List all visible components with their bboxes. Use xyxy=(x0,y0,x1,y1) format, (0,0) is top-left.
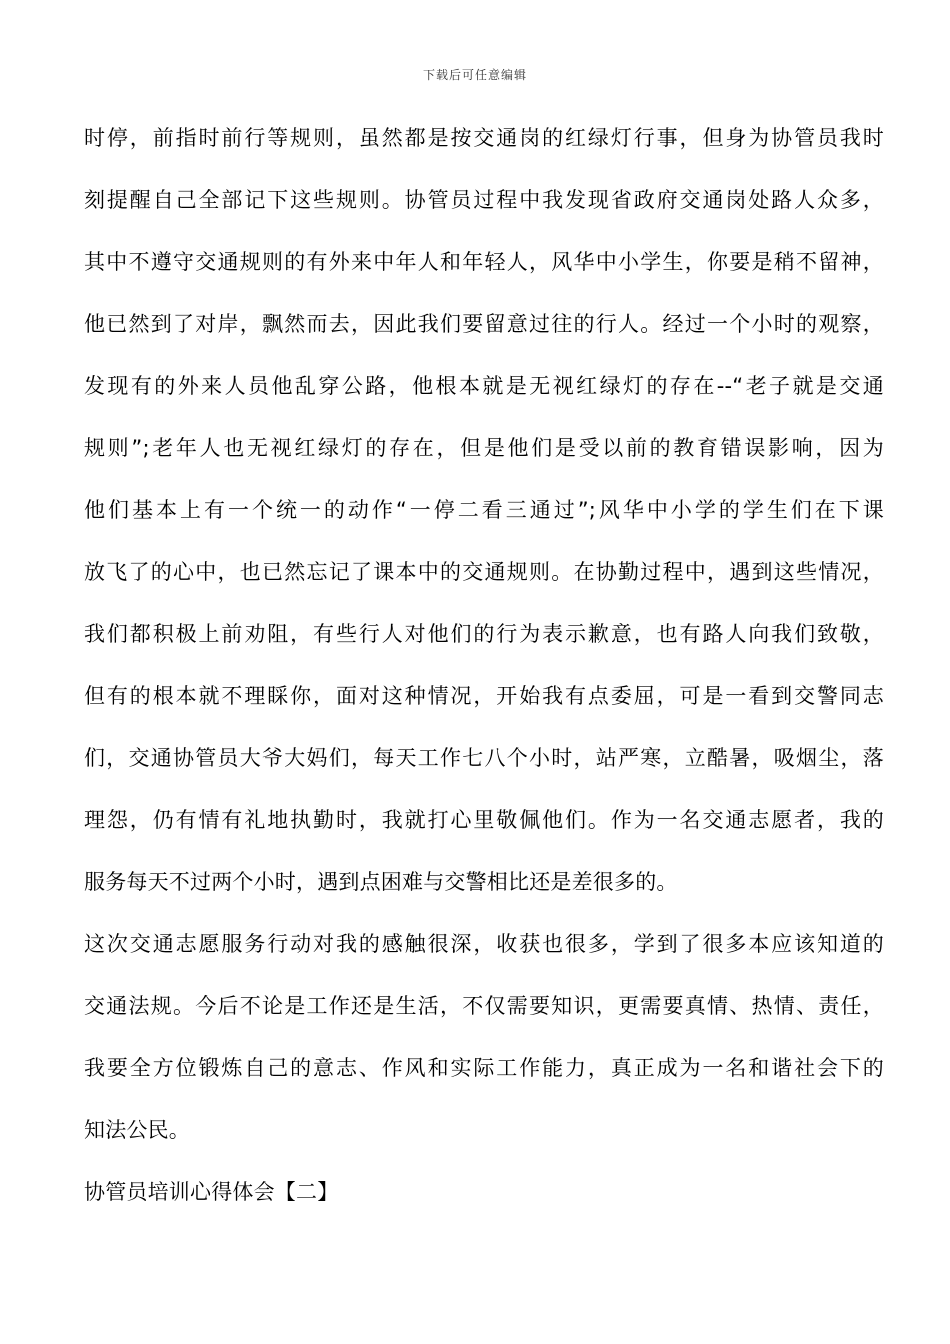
section-heading: 协管员培训心得体会【二】 xyxy=(84,1180,339,1204)
text-line: 我要全方位锻炼自己的意志、作风和实际工作能力，真正成为一名和谐社会下的 xyxy=(84,1056,884,1080)
page-header: 下载后可任意编辑 xyxy=(422,68,527,82)
text-line: 这次交通志愿服务行动对我的感触很深，收获也很多，学到了很多本应该知道的 xyxy=(84,932,884,956)
body-text xyxy=(84,118,884,1234)
text-line: 我们都积极上前劝阻，有些行人对他们的行为表示歉意，也有路人向我们致敬， xyxy=(84,622,884,646)
text-line: 们，交通协管员大爷大妈们，每天工作七八个小时，站严寒，立酷暑，吸烟尘，落 xyxy=(84,746,884,770)
text-line: 他们基本上有一个统一的动作“一停二看三通过”;风华中小学的学生们在下课 xyxy=(84,498,884,522)
text-line: 其中不遵守交通规则的有外来中年人和年轻人，风华中小学生，你要是稍不留神， xyxy=(84,250,884,274)
text-line: 服务每天不过两个小时，遇到点困难与交警相比还是差很多的。 xyxy=(84,870,678,894)
text-line: 发现有的外来人员他乱穿公路，他根本就是无视红绿灯的存在--“老子就是交通 xyxy=(84,374,884,398)
text-line: 他已然到了对岸，飘然而去，因此我们要留意过往的行人。经过一个小时的观察， xyxy=(84,312,884,336)
text-line: 规则”;老年人也无视红绿灯的存在，但是他们是受以前的教育错误影响，因为 xyxy=(84,436,884,460)
text-line: 但有的根本就不理睬你，面对这种情况，开始我有点委屈，可是一看到交警同志 xyxy=(84,684,884,708)
text-line: 理怨，仍有情有礼地执勤时，我就打心里敬佩他们。作为一名交通志愿者，我的 xyxy=(84,808,884,832)
text-line: 交通法规。今后不论是工作还是生活，不仅需要知识，更需要真情、热情、责任， xyxy=(84,994,884,1018)
text-line: 刻提醒自己全部记下这些规则。协管员过程中我发现省政府交通岗处路人众多， xyxy=(84,188,884,212)
text-line: 时停，前指时前行等规则，虽然都是按交通岗的红绿灯行事，但身为协管员我时 xyxy=(84,126,884,150)
text-line: 放飞了的心中，也已然忘记了课本中的交通规则。在协勤过程中，遇到这些情况， xyxy=(84,560,884,584)
text-line: 知法公民。 xyxy=(84,1118,190,1142)
